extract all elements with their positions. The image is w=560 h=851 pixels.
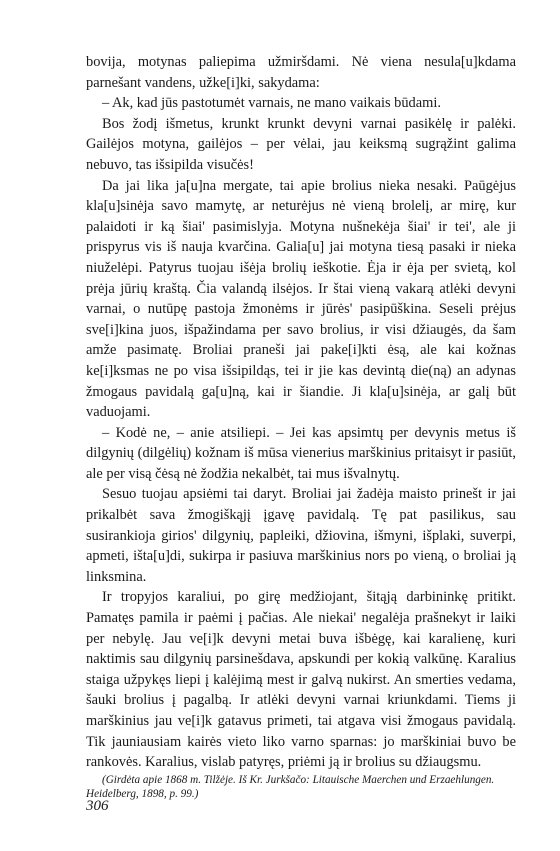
paragraph-6: Sesuo tuojau apsiėmi tai daryt. Broliai jai žadėja maisto prinešt ir jai prikalbėt sava žmogiškąjį įgavę pavidalą. Tę pat pasilikus, sau susirankioja girios' dilgynių, papleiki, džiovina, išmyni, išplaki, suverpi, apmeti, išta[u]di, sukirpa ir pasiuva marškinius nors po vieną, o broliai ją linksmina. (86, 486, 516, 585)
paragraph-7: Ir tropyjos karaliui, po girę medžiojant, šitąją darbininkę pritikt. Pamatęs pamila ir paėmi į pačias. Ale niekai' negalėja prašnekyt ir laiki per nebylę. Jau ve[i]k devyni metai buva išbėgę, kai karalienę, kuri naktimis sau dilgynių parsinešdava, apskundi per kokią valkūnę. Karalius staiga užpykęs liepi į kalėjimą mest ir galvą nukirst. An smerties vedama, šauki brolius į pagalbą. Ir atlėki devyni varnai kriunkdami. Tiems ji marškinius jau ve[i]k gatavus primeti, tai atgava visi žmogaus pavidalą. Tik jauniausiam kairės vieto liko varno sparnas: jo marškiniai buvo be rankovės. Karalius, vislab patyręs, priėmi ją ir brolius su džiaugsmu. (86, 589, 516, 771)
paragraph-3: Bos žodį išmetus, krunkt krunkt devyni varnai pasikėlę ir palėki. Gailėjos motyna, gailėjos – per vėlai, jau keiksmą sugrąžint galima nebuvo, tas išsipilda visučės! (86, 115, 516, 173)
paragraph-5: – Kodė ne, – anie atsiliepi. – Jei kas apsimtų per devynis metus iš dilgynių (dilgėlių) kožnam iš mūsa vienerius marškinius pritaisyt ir pasiūt, ale per visą čėsą nė žodžia nekalbėt, tai mus išvalnytų. (86, 424, 516, 482)
paragraph-1: bovija, motynas paliepima užmiršdami. Nė viena nesula[u]kdama parnešant vandens, užke[i]ki, sakydama: (86, 54, 516, 91)
source-note: (Girdėta apie 1868 m. Tilžėje. Iš Kr. Jurkšačo: Litauische Maerchen und Erzaehlungen. Heidelberg, 1898, p. 99.) (86, 773, 495, 801)
paragraph-4: Da jai lika ja[u]na mergate, tai apie brolius nieka nesaki. Paūgėjus kla[u]sinėja savo mamytę, ar neturėjus nė vieną brolelį, ar mirę, kur palaidoti ir ką šiai' pasimislyja. Motyna nušnekėja šiai' ir tei', ale ji prispyrus vis iš nauja kvarčina. Galia[u] jai motyna tiesą pasaki ir nieka niuželėpi. Patyrus tuojau išėja brolių ieškotie. Ėja ir ėja per svietą, kol prėja jūrių kraštą. Čia valandą ilsėjos. Ir štai vieną vakarą atlėki devyni varnai, o nutūpę pastoja žmonėms ir jūrės' pasipūškina. Seseli prėjus sve[i]kina juos, išpažindama per savo brolius, ir visi džiaugės, da šam amže pasimatę. Broliai praneši jai pake[i]kti ėsą, ale kai kožnas ke[i]ksmas ne po visa išsipildąs, tei ir jie kas devintą die(ną) an adynas žmogaus pavidalą ga[u]ną, kai ir šiandie. Ji kla[u]sinėja, ar galį būt vaduojami. (86, 177, 516, 421)
page-number: 306 (86, 798, 109, 814)
story-text (86, 52, 516, 802)
paragraph-2: – Ak, kad jūs pastotumėt varnais, ne mano vaikais būdami. (102, 95, 441, 112)
